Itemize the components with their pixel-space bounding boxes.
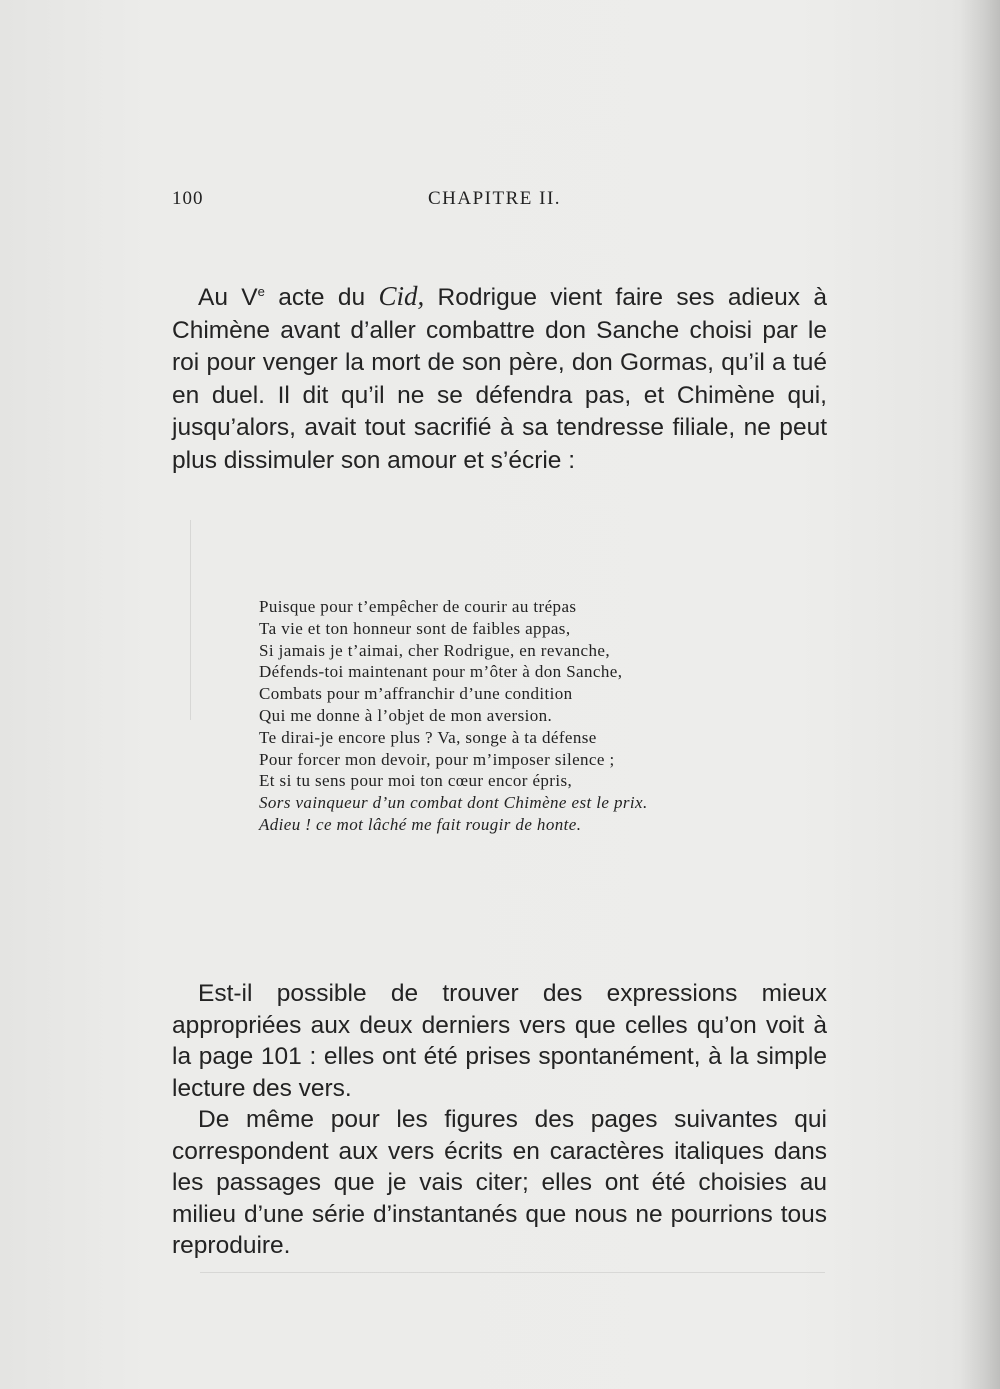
verse-line: Pour forcer mon devoir, pour m’imposer silence ; <box>259 749 615 769</box>
page-number: 100 <box>172 188 204 209</box>
ordinal-superscript: e <box>257 284 265 299</box>
commentary <box>172 978 827 1262</box>
commentary-paragraph: De même pour les figures des pages suivantes qui correspondent aux vers écrits en caractères italiques dans les passages que je vais citer; elles ont été choisies au milieu d’une série d’instantanés que nous ne pourrions tous reproduire. <box>172 1106 827 1259</box>
commentary-paragraph: Est-il possible de trouver des expressions mieux appropriées aux deux derniers vers que celles qu’on voit à la page 101 : elles ont été prises spontanément, à la simple lecture des vers. <box>172 980 827 1102</box>
page-edge-shadow <box>960 0 1000 1389</box>
verse-line: Qui me donne à l’objet de mon aversion. <box>259 705 553 725</box>
verse-line: Et si tu sens pour moi ton cœur encor épris, <box>259 771 573 791</box>
intro-lead: Au V <box>198 284 258 312</box>
verse-line: Combats pour m’affranchir d’une condition <box>259 684 573 704</box>
verse-line-italic: Sors vainqueur d’un combat dont Chimène est le prix. <box>259 793 648 813</box>
verse-quotation <box>259 596 648 836</box>
verse-line: Si jamais je t’aimai, cher Rodrigue, en revanche, <box>259 640 610 660</box>
scan-mark <box>190 520 191 720</box>
verse-line: Ta vie et ton honneur sont de faibles appas, <box>259 618 571 638</box>
running-head <box>172 188 812 218</box>
intro-paragraph <box>172 276 827 477</box>
scan-mark <box>200 1272 825 1273</box>
verse-line-italic: Adieu ! ce mot lâché me fait rougir de honte. <box>259 814 582 834</box>
verse-line: Te dirai-je encore plus ? Va, songe à ta défense <box>259 727 597 747</box>
intro-body: Rodrigue vient faire ses adieux à Chimène avant d’aller combattre don Sanche choisi par le roi pour venger la mort de son père, don Gormas, qu’il a tué en duel. Il dit qu’il ne se défendra pas, et Chimène qui, jusqu’alors, avait tout sacrifié à sa tendresse filiale, ne peut plus dissimuler son amour et s’écrie : <box>172 284 828 474</box>
play-title: Cid, <box>378 281 425 312</box>
intro-text <box>172 276 827 477</box>
chapter-title: CHAPITRE II. <box>428 188 562 209</box>
verse-line: Puisque pour t’empêcher de courir au trépas <box>259 597 577 616</box>
verse-line: Défends-toi maintenant pour m’ôter à don Sanche, <box>259 662 623 682</box>
intro-between: acte du <box>264 284 379 312</box>
